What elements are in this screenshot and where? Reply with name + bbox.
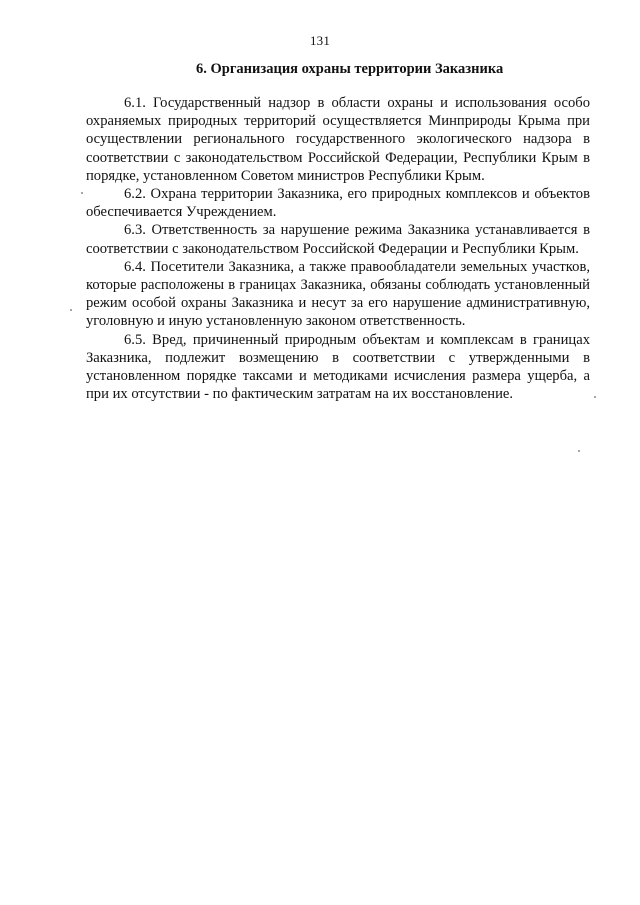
scan-speck xyxy=(578,450,580,452)
scan-speck xyxy=(594,396,596,398)
scan-speck xyxy=(81,192,83,194)
scan-speck xyxy=(70,309,72,311)
paragraph-6-4: 6.4. Посетители Заказника, а также правообладатели земельных участков, которые расположены в границах Заказника, обязаны соблюдать установленный режим особой охраны Заказника и несут за его нарушение административную, уголовную и иную установленную законом ответственность. xyxy=(86,258,590,330)
paragraph-6-3: 6.3. Ответственность за нарушение режима Заказника устанавливается в соответствии с законодательством Российской Федерации и Республики Крым. xyxy=(86,222,590,257)
body-text xyxy=(86,94,590,403)
section-title: 6. Организация охраны территории Заказника xyxy=(196,61,504,77)
paragraph-6-2: 6.2. Охрана территории Заказника, его природных комплексов и объектов обеспечивается Учреждением. xyxy=(86,186,590,221)
paragraph-6-1: 6.1. Государственный надзор в области охраны и использования особо охраняемых природных территорий осуществляется Минприроды Крыма при осуществлении регионального государственного экологического надзора в соответствии с законодательством Российской Федерации, Республики Крым в порядке, установленном Советом министров Республики Крым. xyxy=(86,95,590,184)
paragraph-6-5: 6.5. Вред, причиненный природным объектам и комплексам в границах Заказника, подлежит возмещению в соответствии с утвержденными в установленном порядке таксами и методиками исчисления размера ущерба, а при их отсутствии - по фактическим затратам на их восстановление. xyxy=(86,331,590,403)
page-number: 131 xyxy=(309,33,331,48)
